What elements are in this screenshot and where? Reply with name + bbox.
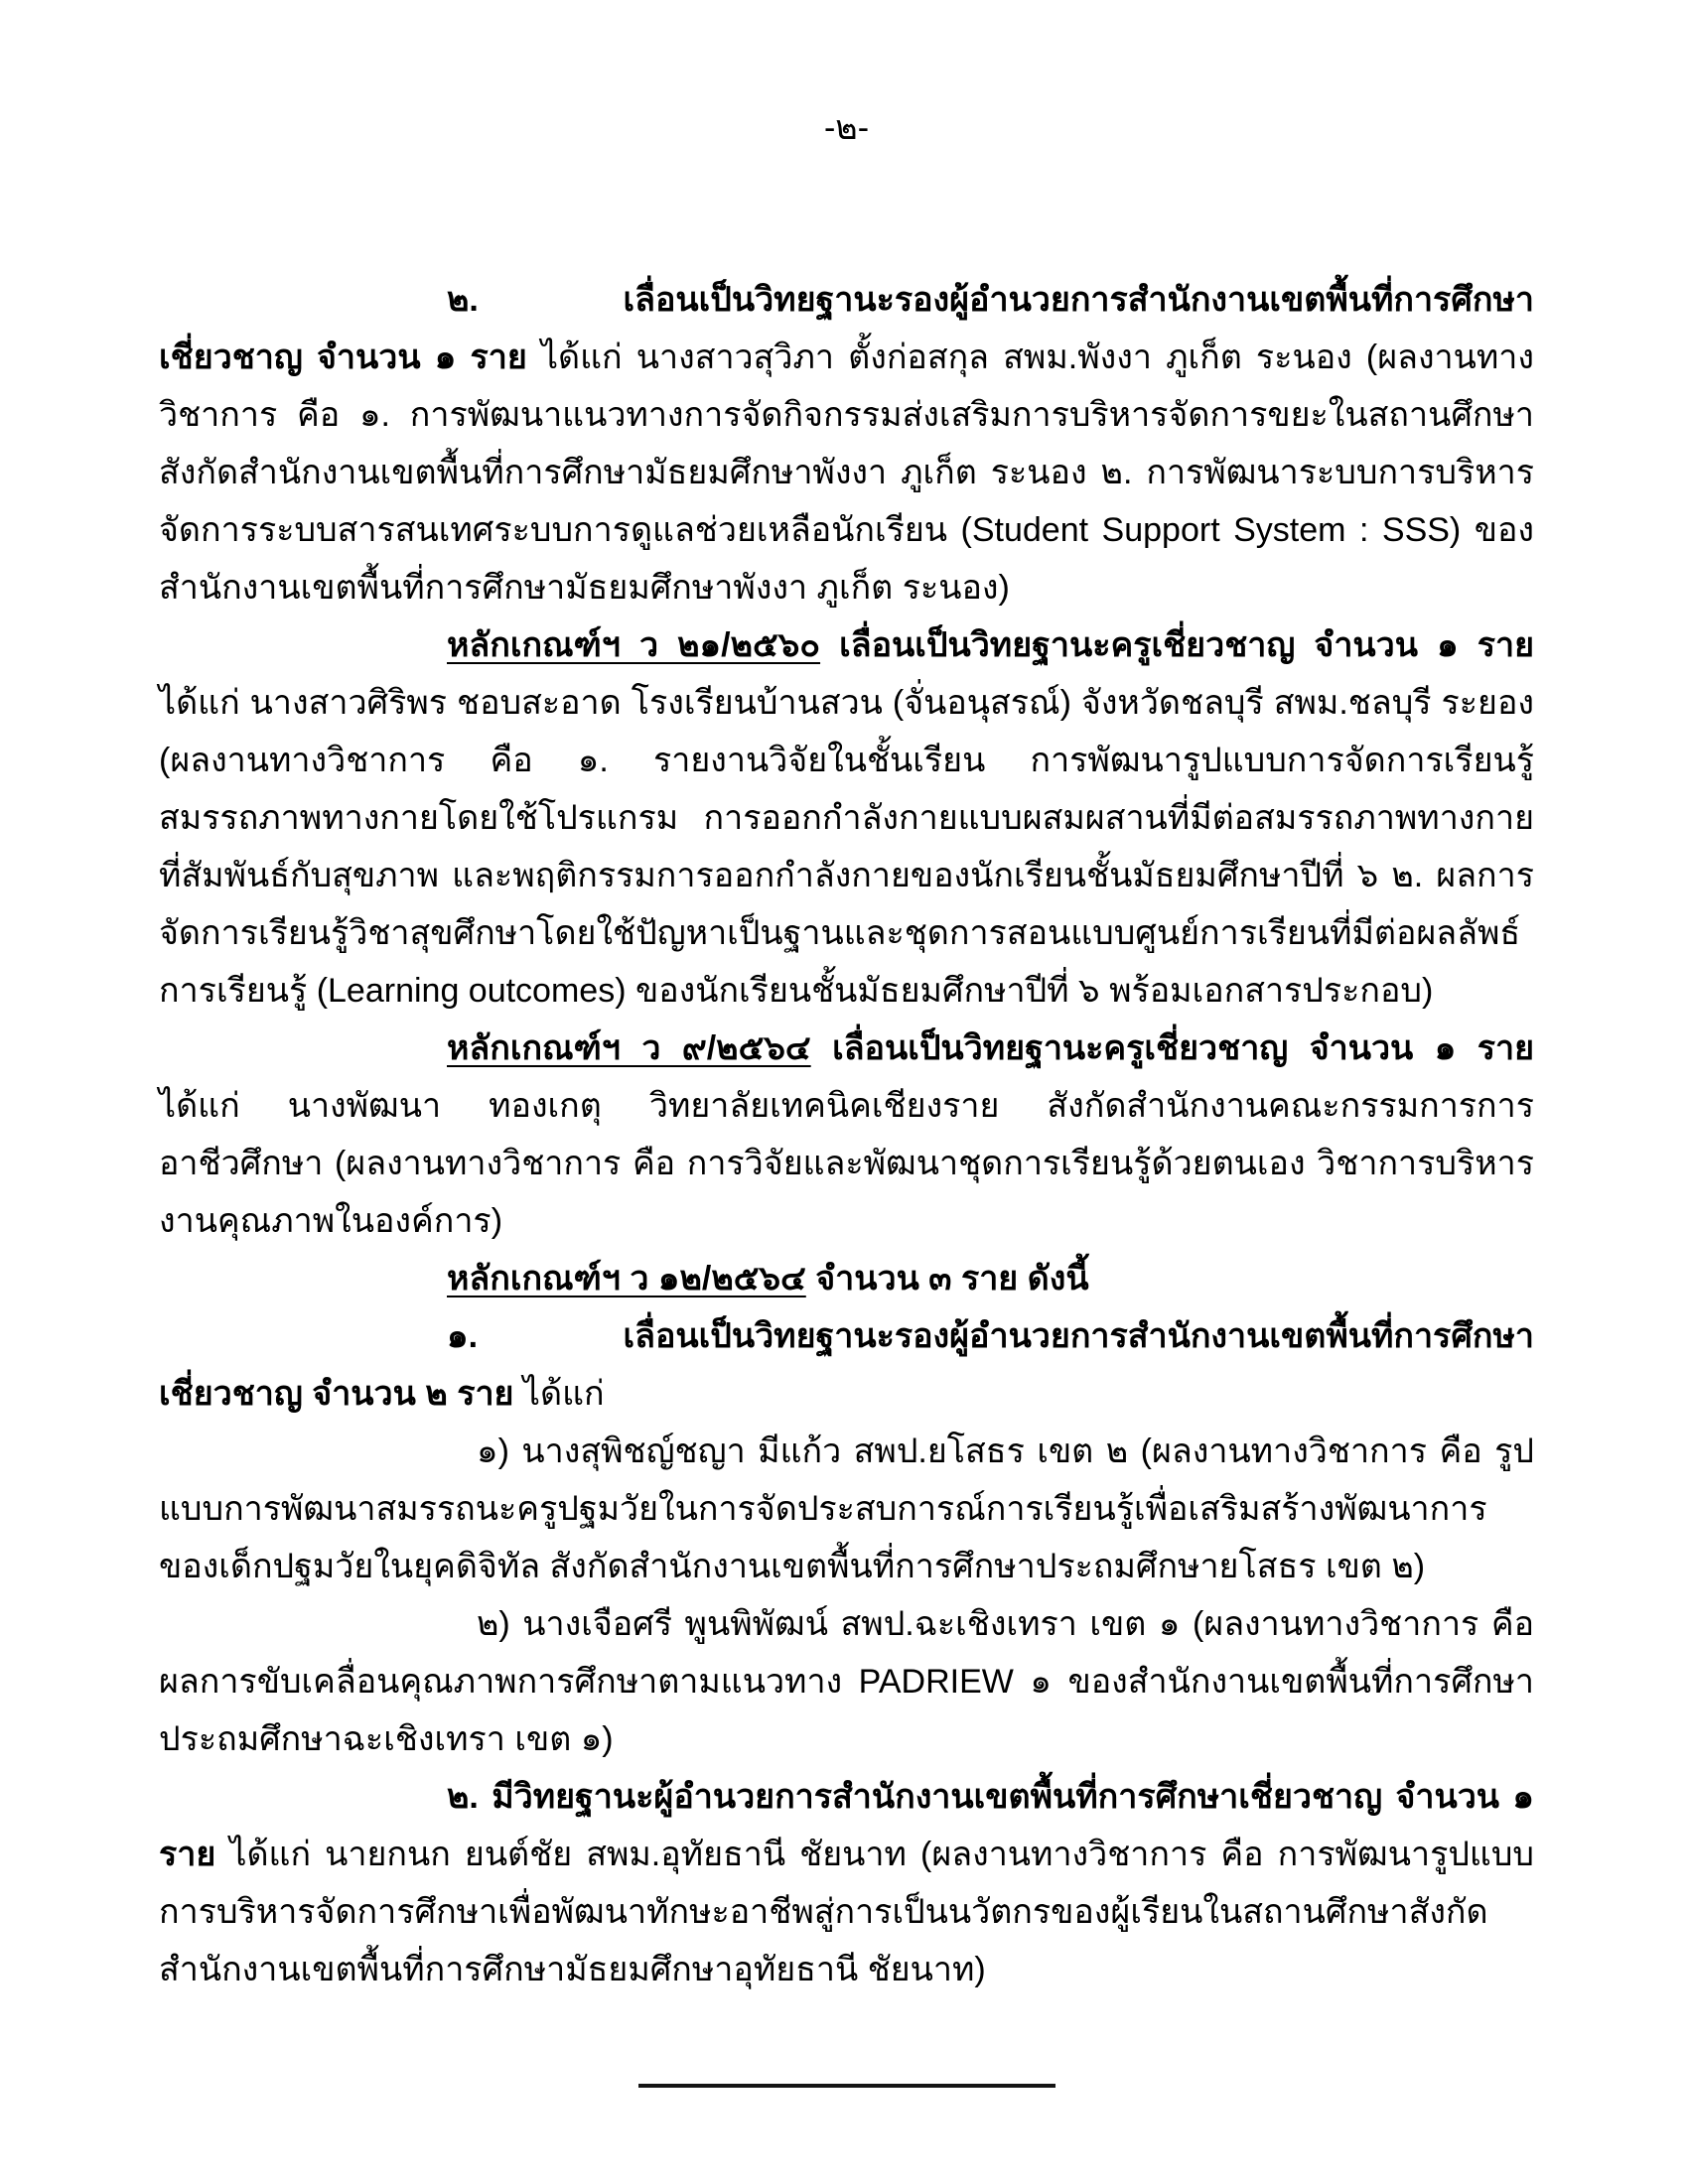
para-subitem1-supitchaya xyxy=(159,1423,1534,1595)
para3-heading: เลื่อนเป็นวิทยฐานะครูเชี่ยวชาญ จำนวน ๑ ราย xyxy=(810,1029,1534,1067)
para4-heading: จำนวน ๓ ราย ดังนี้ xyxy=(805,1260,1089,1297)
para-item1-deputy-director xyxy=(159,1307,1534,1423)
para7-body: ๒) นางเจือศรี พูนพิพัฒน์ สพป.ฉะเชิงเทรา เขต ๑ (ผลงานทางวิชาการ คือ ผลการขับเคลื่อนคุณภาพการศึกษาตามแนวทาง PADRIEW ๑ ของสำนักงานเขตพื้นที่การศึกษาประถมศึกษาฉะเชิงเทรา เขต ๑) xyxy=(159,1605,1534,1758)
para5-heading: ๑. เลื่อนเป็นวิทยฐานะรองผู้อำนวยการสำนักงานเขตพื้นที่การศึกษาเชี่ยวชาญ จำนวน ๒ ราย xyxy=(159,1317,1534,1413)
para1-heading: ๒. เลื่อนเป็นวิทยฐานะรองผู้อำนวยการสำนักงานเขตพื้นที่การศึกษาเชี่ยวชาญ จำนวน ๑ ราย xyxy=(159,281,1534,376)
para5-body: ได้แก่ xyxy=(513,1375,605,1413)
page-number: -๒- xyxy=(823,109,870,147)
para4-criterion-label: หลักเกณฑ์ฯ ว ๑๒/๒๕๖๔ xyxy=(447,1260,806,1297)
para6-body: ๑) นางสุพิชญ์ชญา มีแก้ว สพป.ยโสธร เขต ๒ (ผลงานทางวิชาการ คือ รูปแบบการพัฒนาสมรรถนะครูปฐมวัยในการจัดประสบการณ์การเรียนรู้เพื่อเสริมสร้างพัฒนาการของเด็กปฐมวัยในยุคดิจิทัล สังกัดสำนักงานเขตพื้นที่การศึกษาประถมศึกษายโสธร เขต ๒) xyxy=(159,1433,1534,1585)
para3-criterion-label: หลักเกณฑ์ฯ ว ๙/๒๕๖๔ xyxy=(447,1029,811,1067)
para3-body: ได้แก่ นางพัฒนา ทองเกตุ วิทยาลัยเทคนิคเชียงราย สังกัดสำนักงานคณะกรรมการการอาชีวศึกษา (ผลงานทางวิชาการ คือ การวิจัยและพัฒนาชุดการเรียนรู้ด้วยตนเอง วิชาการบริหารงานคุณภาพในองค์การ) xyxy=(159,1087,1534,1240)
para8-heading: ๒. มีวิทยฐานะผู้อำนวยการสำนักงานเขตพื้นที่การศึกษาเชี่ยวชาญ จำนวน ๑ ราย xyxy=(159,1778,1534,1873)
para2-heading: เลื่อนเป็นวิทยฐานะครูเชี่ยวชาญ จำนวน ๑ ราย xyxy=(820,626,1534,664)
para2-criterion-label: หลักเกณฑ์ฯ ว ๒๑/๒๕๖๐ xyxy=(447,626,821,664)
para-criteria-w9-2564 xyxy=(159,1020,1534,1250)
para8-body: ได้แก่ นายกนก ยนต์ชัย สพม.อุทัยธานี ชัยนาท (ผลงานทางวิชาการ คือ การพัฒนารูปแบบการบริหารจัดการศึกษาเพื่อพัฒนาทักษะอาชีพสู่การเป็นนวัตกรของผู้เรียนในสถานศึกษาสังกัดสำนักงานเขตพื้นที่การศึกษามัธยมศึกษาอุทัยธานี ชัยนาท) xyxy=(159,1836,1534,1988)
para-item2-director-expert xyxy=(159,1768,1534,1998)
para-criteria-w12-2564 xyxy=(159,1250,1534,1307)
para2-body: ได้แก่ นางสาวศิริพร ชอบสะอาด โรงเรียนบ้านสวน (จั่นอนุสรณ์) จังหวัดชลบุรี สพม.ชลบุรี ระยอง (ผลงานทางวิชาการ คือ ๑. รายงานวิจัยในชั้นเรียน การพัฒนารูปแบบการจัดการเรียนรู้สมรรถภาพทางกายโดยใช้โปรแกรม การออกกำลังกายแบบผสมผสานที่มีต่อสมรรถภาพทางกายที่สัมพันธ์กับสุขภาพ และพฤติกรรมการออกกำลังกายของนักเรียนชั้นมัธยมศึกษาปีที่ ๖ ๒. ผลการจัดการเรียนรู้วิชาสุขศึกษาโดยใช้ปัญหาเป็นฐานและชุดการสอนแบบศูนย์การเรียนที่มีต่อผลลัพธ์การเรียนรู้ (Learning outcomes) ของนักเรียนชั้นมัธยมศึกษาปีที่ ๖ พร้อมเอกสารประกอบ) xyxy=(159,684,1534,1010)
section-divider xyxy=(638,2084,1055,2088)
para-subitem2-chuasri xyxy=(159,1595,1534,1768)
para-promotion-deputy-director-expert xyxy=(159,271,1534,616)
para1-body: ได้แก่ นางสาวสุวิภา ตั้งก่อสกุล สพม.พังงา ภูเก็ต ระนอง (ผลงานทางวิชาการ คือ ๑. การพัฒนาแนวทางการจัดกิจกรรมส่งเสริมการบริหารจัดการขยะในสถานศึกษา สังกัดสำนักงานเขตพื้นที่การศึกษามัธยมศึกษาพังงา ภูเก็ต ระนอง ๒. การพัฒนาระบบการบริหารจัดการระบบสารสนเทศระบบการดูแลช่วยเหลือนักเรียน (Student Support System : SSS) ของสำนักงานเขตพื้นที่การศึกษามัธยมศึกษาพังงา ภูเก็ต ระนอง) xyxy=(159,339,1534,607)
para-criteria-w21-2560 xyxy=(159,616,1534,1020)
